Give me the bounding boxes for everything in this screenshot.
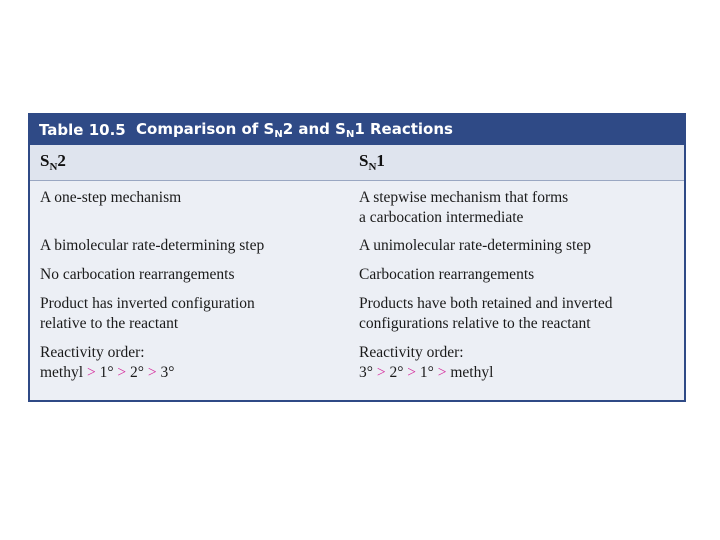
table-title: Comparison of $S_N2$ and $S_N1$ Reactions bbox=[136, 120, 453, 140]
sn1-cell: A stepwise mechanism that forms a carbocation intermediate bbox=[359, 189, 569, 226]
table-row bbox=[30, 236, 684, 265]
table-row-reactivity bbox=[30, 343, 684, 391]
sn2-reactivity-cell: Reactivity order: methyl > 1° > 2° > 3° bbox=[40, 343, 340, 383]
sn1-cell: A unimolecular rate-determining step bbox=[359, 237, 591, 254]
sn2-cell: A one-step mechanism bbox=[40, 189, 182, 206]
sn1-cell: Carbocation rearrangements bbox=[359, 266, 535, 283]
comparison-table bbox=[28, 113, 686, 402]
table-row bbox=[30, 188, 684, 236]
sn1-reactivity-cell: Reactivity order: 3° > 2° > 1° > methyl bbox=[359, 343, 679, 383]
column-header-row bbox=[30, 145, 684, 181]
sn1-cell: Products have both retained and inverted configurations relative to the reactant bbox=[359, 295, 613, 332]
sn2-reactivity-order: methyl > 1° > 2° > 3° bbox=[40, 364, 175, 381]
table-row bbox=[30, 294, 684, 343]
sn2-cell: No carbocation rearrangements bbox=[40, 266, 235, 283]
column-header-sn2: $S_N2$ bbox=[40, 151, 66, 173]
table-row bbox=[30, 265, 684, 294]
sn2-cell: A bimolecular rate-determining step bbox=[40, 237, 265, 254]
table-number: Table 10.5 bbox=[39, 121, 126, 139]
column-header-sn1: $S_N1$ bbox=[359, 151, 385, 173]
table-title-bar bbox=[30, 115, 684, 145]
sn2-cell: Product has inverted configuration relative to the reactant bbox=[40, 295, 255, 332]
sn1-reactivity-order: 3° > 2° > 1° > methyl bbox=[359, 364, 494, 381]
table-body bbox=[30, 181, 684, 391]
